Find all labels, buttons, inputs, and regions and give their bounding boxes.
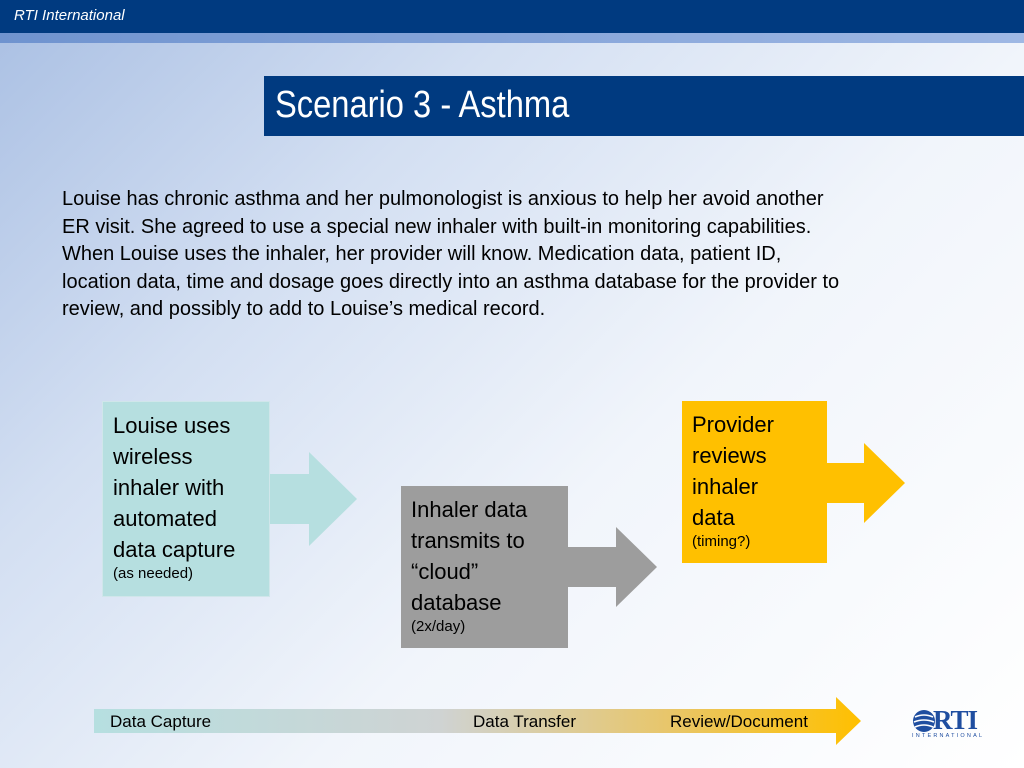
step-capture-box bbox=[102, 401, 270, 597]
logo-text: RTI bbox=[933, 705, 978, 735]
step-line: reviews bbox=[692, 443, 767, 468]
arrow-capture bbox=[268, 452, 357, 546]
description-line: Louise has chronic asthma and her pulmonologist is anxious to help her avoid another bbox=[62, 188, 824, 210]
description-line: When Louise uses the inhaler, her provider will know. Medication data, patient ID, bbox=[62, 243, 782, 265]
arrow-review bbox=[826, 443, 905, 523]
description-line: location data, time and dosage goes directly into an asthma database for the provider to bbox=[62, 270, 840, 293]
step-line: Provider bbox=[692, 412, 774, 437]
step-line: transmits to bbox=[411, 528, 525, 553]
timeline-label-capture: Data Capture bbox=[110, 712, 212, 731]
step-line: automated bbox=[113, 506, 217, 531]
rti-logo bbox=[910, 705, 990, 741]
step-line: data capture bbox=[113, 537, 236, 562]
step-line: “cloud” bbox=[411, 559, 479, 584]
step-line: inhaler bbox=[692, 474, 759, 499]
step-line: Louise uses bbox=[113, 413, 231, 438]
timeline-label-review: Review/Document bbox=[670, 712, 808, 731]
step-review-box bbox=[682, 401, 827, 563]
step-transfer-box bbox=[401, 486, 568, 648]
step-line: database bbox=[411, 590, 502, 615]
logo-subtext: INTERNATIONAL bbox=[912, 733, 985, 739]
timeline-label-transfer: Data Transfer bbox=[473, 712, 576, 731]
slide-title: Scenario 3 - Asthma bbox=[275, 84, 570, 126]
step-line: data bbox=[692, 505, 735, 530]
step-line: inhaler with bbox=[113, 475, 225, 500]
arrow-transfer bbox=[566, 527, 657, 607]
step-note: (as needed) bbox=[113, 565, 194, 582]
description-line: review, and possibly to add to Louise’s medical record. bbox=[62, 298, 546, 320]
step-line: wireless bbox=[113, 444, 193, 469]
step-note: (2x/day) bbox=[411, 618, 466, 635]
org-name: RTI International bbox=[14, 7, 125, 24]
step-line: Inhaler data bbox=[411, 497, 528, 522]
description-line: ER visit. She agreed to use a special new inhaler with built-in monitoring capabilities. bbox=[62, 215, 812, 238]
step-note: (timing?) bbox=[692, 533, 751, 550]
